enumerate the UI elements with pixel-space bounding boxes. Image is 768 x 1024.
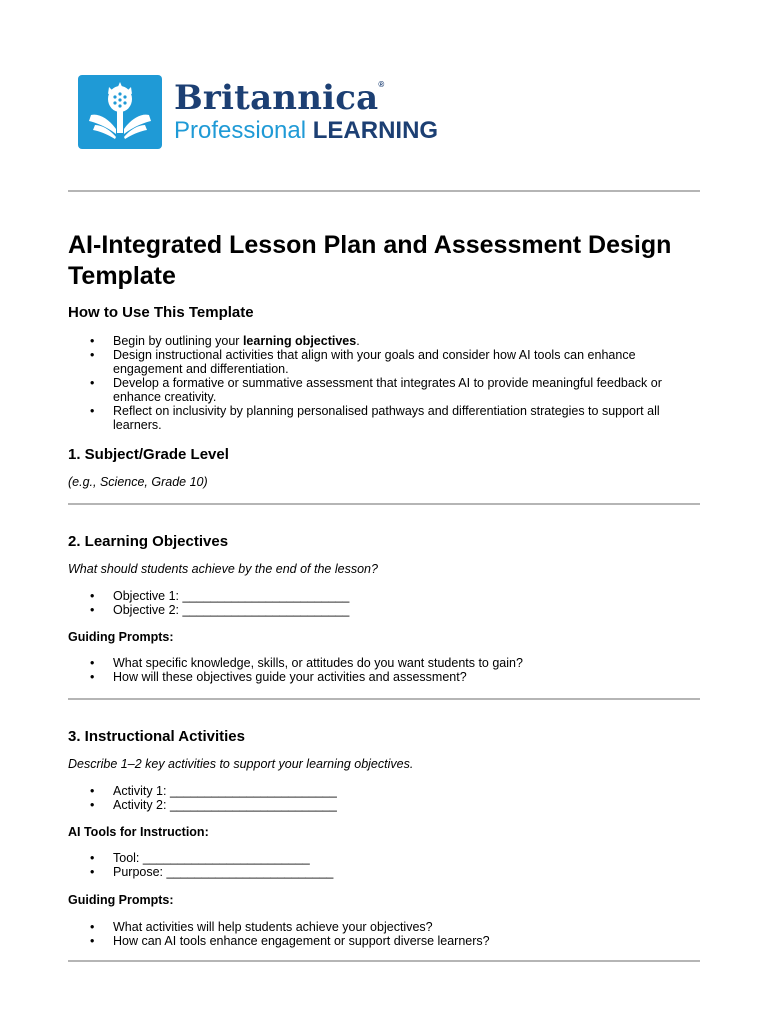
ai-tools-label: AI Tools for Instruction:: [68, 825, 209, 839]
section-1-example: (e.g., Science, Grade 10): [68, 475, 208, 489]
page-title: AI-Integrated Lesson Plan and Assessment Design Template: [68, 231, 672, 290]
list-item: • What specific knowledge, skills, or attitudes do you want students to gain?: [90, 656, 702, 670]
how-to-list: [90, 334, 702, 432]
section-2-prompt: What should students achieve by the end of the lesson?: [68, 562, 378, 576]
activities-list: [90, 784, 702, 812]
section-2-guiding-label: Guiding Prompts:: [68, 630, 174, 644]
list-item: • Design instructional activities that align with your goals and consider how AI tools can enhance engagement and differentiation.: [90, 348, 702, 376]
logo-subtitle: Professional LEARNING: [174, 117, 439, 144]
list-item: • Purpose: ________________________: [90, 865, 702, 879]
section-3-prompt: Describe 1–2 key activities to support your learning objectives.: [68, 757, 414, 771]
list-item: • Objective 2: ________________________: [90, 603, 702, 617]
list-item: • Objective 1: ________________________: [90, 589, 702, 603]
divider: [68, 960, 700, 962]
list-item: • Begin by outlining your learning objectives.: [90, 334, 702, 348]
britannica-logo: [78, 74, 438, 150]
list-item: • How can AI tools enhance engagement or support diverse learners?: [90, 934, 702, 948]
section-3-guiding-label: Guiding Prompts:: [68, 893, 174, 907]
how-to-heading: How to Use This Template: [68, 304, 254, 321]
list-item: • Reflect on inclusivity by planning personalised pathways and differentiation strategies to support all learners.: [90, 404, 702, 432]
list-item: • Activity 1: ________________________: [90, 784, 702, 798]
logo-brand-text: Britannica®: [174, 78, 385, 118]
section-3-heading: 3. Instructional Activities: [68, 728, 245, 745]
thistle-tree-icon: [78, 75, 162, 149]
ai-tools-list: [90, 851, 702, 879]
list-item: • Tool: ________________________: [90, 851, 702, 865]
section-2-heading: 2. Learning Objectives: [68, 533, 229, 550]
section-1-heading: 1. Subject/Grade Level: [68, 446, 229, 463]
section-3-guiding-list: [90, 920, 702, 948]
divider: [68, 190, 700, 192]
divider: [68, 503, 700, 505]
divider: [68, 698, 700, 700]
section-2-guiding-list: [90, 656, 702, 684]
list-item: • Develop a formative or summative assessment that integrates AI to provide meaningful feedback or enhance creativity.: [90, 376, 702, 404]
list-item: • What activities will help students achieve your objectives?: [90, 920, 702, 934]
list-item: • How will these objectives guide your activities and assessment?: [90, 670, 702, 684]
list-item: • Activity 2: ________________________: [90, 798, 702, 812]
objectives-list: [90, 589, 702, 617]
